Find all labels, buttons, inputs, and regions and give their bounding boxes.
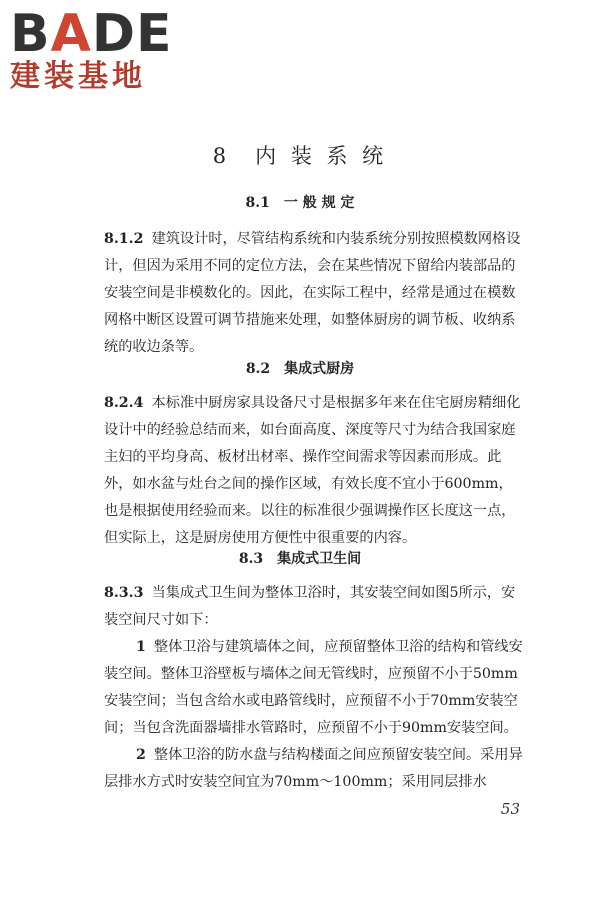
logo-subtitle: 建装基地: [10, 59, 146, 94]
logo-letter-a: A: [50, 4, 92, 64]
item-number: 1: [136, 639, 146, 655]
clause-text: 建筑设计时，尽管结构系统和内装系统分别按照模数网格设计，但因为采用不同的定位方法，会在某些情况下留给内装部品的安装空间是非模数化的。因此，在实际工程中，经常是通过在模数网格中断区设置可调节措施来处理，如整体厨房的调节板、收纳系统的收边条等。: [104, 231, 521, 355]
logo: [10, 4, 185, 94]
clause-8-1-2: [104, 226, 524, 361]
section-heading-8-3: 8.3 集成式卫生间: [238, 551, 362, 567]
chapter-title: 8 内 装 系 统: [212, 144, 388, 168]
clause-number: 8.2.4: [104, 395, 144, 411]
list-item-1: [104, 634, 524, 742]
item-text: 整体卫浴的防水盘与结构楼面之间应预留安装空间。采用异层排水方式时安装空间宜为70mm～100mm；采用同层排水: [104, 747, 523, 790]
clause-8-3-3: [104, 580, 524, 634]
section-heading-8-2: 8.2 集成式厨房: [245, 361, 355, 377]
item-text: 整体卫浴与建筑墙体之间，应预留整体卫浴的结构和管线安装空间。整体卫浴壁板与墙体之间无管线时，应预留不小于50mm安装空间；当包含给水或电路管线时，应预留不小于70mm安装空间；当包含洗面器墙排水管路时，应预留不小于90mm安装空间。: [104, 639, 523, 736]
list-item-2: [104, 742, 524, 796]
clause-text: 当集成式卫生间为整体卫浴时，其安装空间如图5所示，安装空间尺寸如下：: [104, 585, 516, 628]
logo-wordmark: [10, 4, 185, 64]
page-number: 53: [500, 800, 520, 818]
logo-letter-b: B: [10, 4, 51, 64]
clause-8-2-4: [104, 390, 524, 552]
logo-letters-de: DE: [91, 4, 173, 64]
clause-text: 本标准中厨房家具设备尺寸是根据多年来在住宅厨房精细化设计中的经验总结而来，如台面高度、深度等尺寸为结合我国家庭主妇的平均身高、板材出材率、操作空间需求等因素而形成。此外，如水盆与灶台之间的操作区域，有效长度不宜小于600mm，也是根据使用经验而来。以往的标准很少强调操作区长度这一点，但实际上，这是厨房使用方便性中很重要的内容。: [104, 395, 521, 546]
section-heading-8-1: 8.1 一 般 规 定: [245, 195, 355, 211]
clause-number: 8.1.2: [104, 231, 144, 247]
item-number: 2: [136, 747, 146, 763]
clause-number: 8.3.3: [104, 585, 144, 601]
